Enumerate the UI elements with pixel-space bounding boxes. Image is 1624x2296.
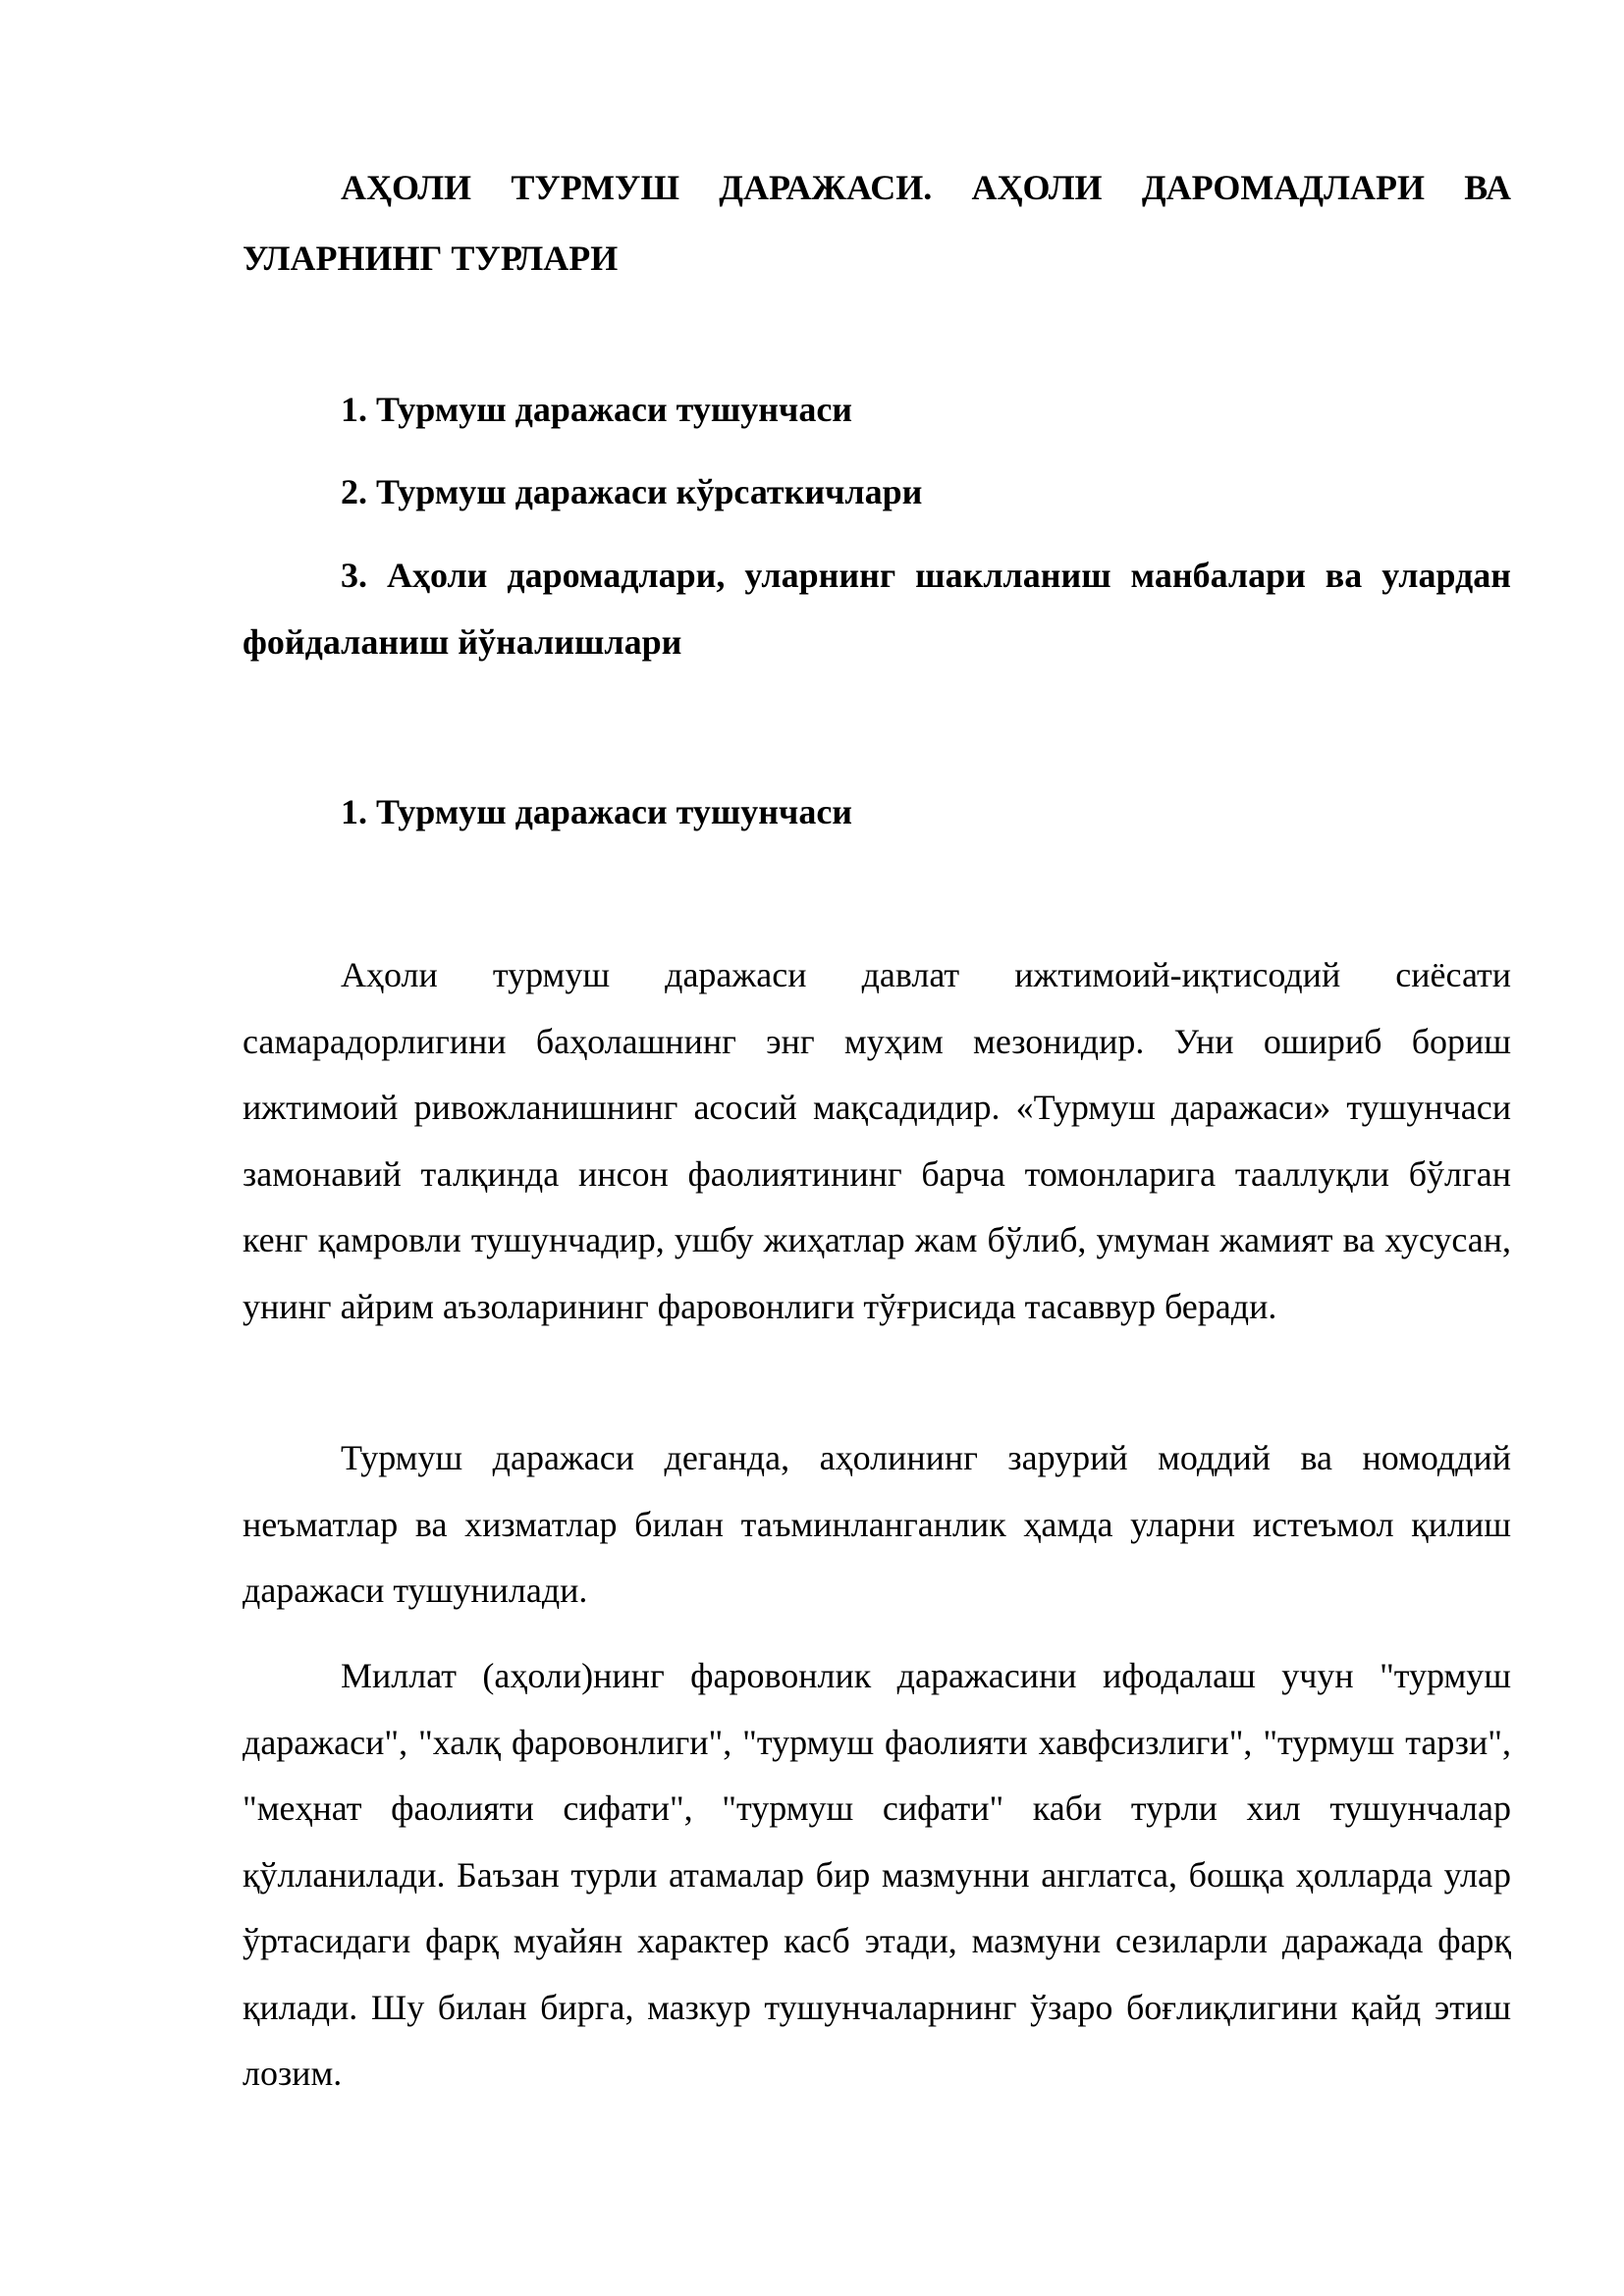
body-paragraph-3: Миллат (аҳоли)нинг фаровонлик даражасини ифодалаш учун "турмуш даражаси", "халқ фаровонлиги", "турмуш фаолияти хавфсизлиги", "турмуш тарзи", "меҳнат фаолияти сифати", "турмуш сифати" каби турли хил тушунчалар қўлланилади. Баъзан турли атамалар бир мазмунни англатса, бошқа ҳолларда улар ўртасидаги фарқ муайян характер касб этади, мазмуни сезиларли даражада фарқ қилади. Шу билан бирга, мазкур тушунчаларнинг ўзаро боғлиқлигини қайд этиш лозим.	[243, 1656, 1511, 2093]
body-paragraph-2: Турмуш даражаси деганда, аҳолининг зарурий моддий ва номоддий неъматлар ва хизматлар билан таъминланганлик ҳамда уларни истеъмол қилиш даражаси тушунилади.	[243, 1438, 1511, 1610]
document-title-text: АҲОЛИ ТУРМУШ ДАРАЖАСИ. АҲОЛИ ДАРОМАДЛАРИ ВА УЛАРНИНГ ТУРЛАРИ	[243, 168, 1511, 278]
document-title	[243, 152, 1511, 294]
section-heading: 1. Турмуш даражаси тушунчаси	[341, 792, 853, 831]
plan-item-3: 3. Аҳоли даромадлари, уларнинг шаклланиш манбалари ва улардан фойдаланиш йўналишлари	[243, 556, 1511, 662]
body-paragraph-1: Аҳоли турмуш даражаси давлат ижтимоий-иқтисодий сиёсати самарадорлигини баҳолашнинг энг муҳим мезонидир. Уни ошириб бориш ижтимоий ривожланишнинг асосий мақсадидир. «Турмуш даражаси» тушунчаси замонавий талқинда инсон фаолиятининг барча томонларига тааллуқли бўлган кенг қамровли тушунчадир, ушбу жиҳатлар жам бўлиб, умуман жамият ва хусусан, унинг айрим аъзоларининг фаровонлиги тўғрисида тасаввур беради.	[243, 955, 1511, 1326]
plan-item-2: 2. Турмуш даражаси кўрсаткичлари	[341, 472, 923, 511]
plan-item-1: 1. Турмуш даражаси тушунчаси	[341, 390, 853, 429]
